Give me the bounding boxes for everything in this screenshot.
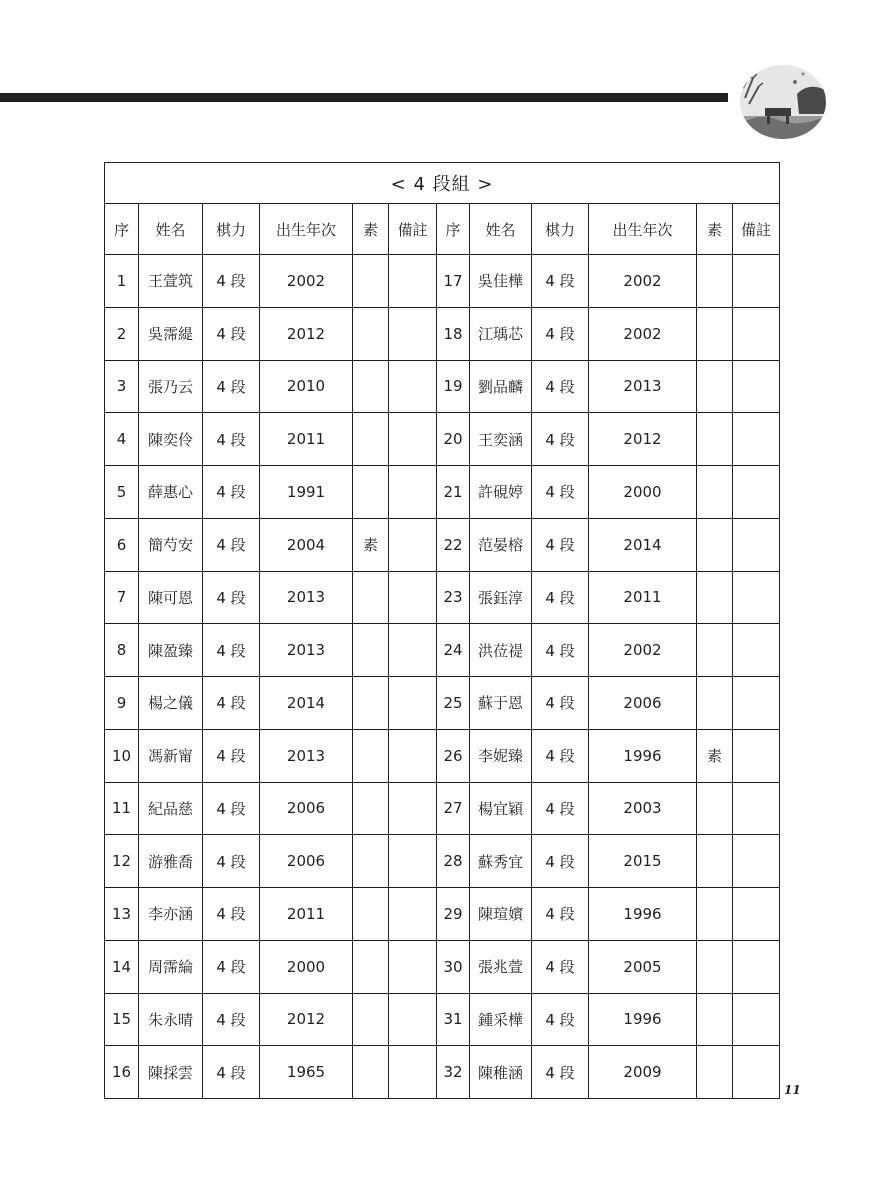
cell-rank: 4 段 <box>532 624 589 677</box>
cell-rank: 4 段 <box>532 782 589 835</box>
cell-name: 張鈺淳 <box>470 571 532 624</box>
cell-amateur <box>353 940 389 993</box>
cell-rank: 4 段 <box>532 729 589 782</box>
cell-seq: 20 <box>437 413 470 466</box>
cell-name: 鍾采樺 <box>470 993 532 1046</box>
cell-seq: 16 <box>105 1046 139 1099</box>
cell-amateur <box>697 307 733 360</box>
cell-rank: 4 段 <box>532 413 589 466</box>
header-rule <box>0 93 728 102</box>
page-number: 11 <box>784 1083 801 1097</box>
header-rank: 棋力 <box>203 204 260 255</box>
cell-rank: 4 段 <box>203 413 260 466</box>
cell-amateur <box>697 466 733 519</box>
cell-seq: 29 <box>437 888 470 941</box>
cell-birth-year: 1965 <box>260 1046 353 1099</box>
cell-name: 陳瑄嬪 <box>470 888 532 941</box>
cell-birth-year: 2012 <box>589 413 697 466</box>
cell-birth-year: 2006 <box>589 677 697 730</box>
header-birth-year: 出生年次 <box>589 204 697 255</box>
cell-seq: 28 <box>437 835 470 888</box>
cell-amateur <box>697 413 733 466</box>
cell-amateur: 素 <box>697 729 733 782</box>
cell-rank: 4 段 <box>203 835 260 888</box>
table-row <box>105 888 780 941</box>
dan-group-roster-table <box>104 162 780 1099</box>
cell-rank: 4 段 <box>203 940 260 993</box>
cell-rank: 4 段 <box>532 307 589 360</box>
table-row <box>105 518 780 571</box>
cell-name: 張乃云 <box>139 360 203 413</box>
cell-seq: 24 <box>437 624 470 677</box>
table-row <box>105 413 780 466</box>
cell-birth-year: 2013 <box>260 571 353 624</box>
header-remarks: 備註 <box>389 204 437 255</box>
cell-seq: 5 <box>105 466 139 519</box>
cell-remarks <box>389 413 437 466</box>
table-row <box>105 255 780 308</box>
cell-seq: 9 <box>105 677 139 730</box>
cell-amateur <box>353 835 389 888</box>
cell-seq: 18 <box>437 307 470 360</box>
header-birth-year: 出生年次 <box>260 204 353 255</box>
table-row <box>105 466 780 519</box>
cell-seq: 23 <box>437 571 470 624</box>
cell-remarks <box>389 993 437 1046</box>
cell-rank: 4 段 <box>532 1046 589 1099</box>
cell-birth-year: 2010 <box>260 360 353 413</box>
cell-seq: 7 <box>105 571 139 624</box>
cell-birth-year: 2015 <box>589 835 697 888</box>
cell-seq: 22 <box>437 518 470 571</box>
cell-remarks <box>733 940 780 993</box>
cell-birth-year: 2000 <box>589 466 697 519</box>
cell-birth-year: 2003 <box>589 782 697 835</box>
cell-rank: 4 段 <box>532 518 589 571</box>
cell-amateur <box>353 1046 389 1099</box>
cell-birth-year: 2006 <box>260 835 353 888</box>
table-row <box>105 782 780 835</box>
cell-seq: 15 <box>105 993 139 1046</box>
cell-remarks <box>389 729 437 782</box>
cell-remarks <box>389 624 437 677</box>
cell-birth-year: 2013 <box>260 729 353 782</box>
cell-name: 簡芍安 <box>139 518 203 571</box>
table-row <box>105 993 780 1046</box>
cell-birth-year: 2002 <box>260 255 353 308</box>
table-row <box>105 677 780 730</box>
table-header-row <box>105 204 780 255</box>
header-seq: 序 <box>105 204 139 255</box>
cell-amateur <box>697 1046 733 1099</box>
cell-birth-year: 2002 <box>589 255 697 308</box>
cell-seq: 12 <box>105 835 139 888</box>
cell-amateur <box>353 307 389 360</box>
header-name: 姓名 <box>139 204 203 255</box>
cell-rank: 4 段 <box>203 729 260 782</box>
cell-seq: 31 <box>437 993 470 1046</box>
cell-rank: 4 段 <box>203 677 260 730</box>
cell-remarks <box>733 466 780 519</box>
cell-remarks <box>389 1046 437 1099</box>
cell-rank: 4 段 <box>532 993 589 1046</box>
cell-amateur <box>697 993 733 1046</box>
cell-amateur <box>697 571 733 624</box>
cell-seq: 17 <box>437 255 470 308</box>
cell-birth-year: 1996 <box>589 888 697 941</box>
cell-amateur <box>697 888 733 941</box>
cell-rank: 4 段 <box>532 888 589 941</box>
cell-seq: 27 <box>437 782 470 835</box>
cell-remarks <box>733 993 780 1046</box>
cell-amateur <box>353 888 389 941</box>
cell-remarks <box>733 413 780 466</box>
cell-name: 吳霈緹 <box>139 307 203 360</box>
cell-birth-year: 2011 <box>260 888 353 941</box>
cell-amateur <box>697 360 733 413</box>
cell-remarks <box>389 518 437 571</box>
cell-remarks <box>733 307 780 360</box>
cell-remarks <box>733 782 780 835</box>
cell-birth-year: 2002 <box>589 307 697 360</box>
cell-name: 許硯婷 <box>470 466 532 519</box>
cell-amateur <box>353 993 389 1046</box>
cell-name: 吳佳樺 <box>470 255 532 308</box>
cell-seq: 30 <box>437 940 470 993</box>
cell-birth-year: 2013 <box>260 624 353 677</box>
cell-amateur <box>353 360 389 413</box>
cell-name: 范晏榕 <box>470 518 532 571</box>
table-row <box>105 940 780 993</box>
cell-amateur: 素 <box>353 518 389 571</box>
cell-remarks <box>733 360 780 413</box>
table-title-row <box>105 163 780 204</box>
go-game-scene-icon <box>739 64 827 140</box>
cell-rank: 4 段 <box>203 466 260 519</box>
table-row <box>105 360 780 413</box>
cell-birth-year: 2005 <box>589 940 697 993</box>
cell-rank: 4 段 <box>203 518 260 571</box>
cell-seq: 32 <box>437 1046 470 1099</box>
cell-remarks <box>389 466 437 519</box>
cell-remarks <box>389 571 437 624</box>
cell-seq: 14 <box>105 940 139 993</box>
cell-seq: 26 <box>437 729 470 782</box>
cell-name: 李亦涵 <box>139 888 203 941</box>
cell-remarks <box>389 677 437 730</box>
cell-amateur <box>353 782 389 835</box>
cell-birth-year: 2013 <box>589 360 697 413</box>
cell-rank: 4 段 <box>203 993 260 1046</box>
cell-name: 周霈綸 <box>139 940 203 993</box>
cell-remarks <box>733 1046 780 1099</box>
cell-name: 張兆萱 <box>470 940 532 993</box>
cell-amateur <box>697 940 733 993</box>
cell-birth-year: 2002 <box>589 624 697 677</box>
cell-seq: 21 <box>437 466 470 519</box>
cell-amateur <box>353 624 389 677</box>
cell-rank: 4 段 <box>203 255 260 308</box>
table-row <box>105 835 780 888</box>
cell-remarks <box>733 624 780 677</box>
cell-rank: 4 段 <box>203 307 260 360</box>
cell-remarks <box>389 782 437 835</box>
cell-birth-year: 2011 <box>260 413 353 466</box>
cell-remarks <box>733 518 780 571</box>
cell-rank: 4 段 <box>532 255 589 308</box>
cell-remarks <box>389 835 437 888</box>
cell-amateur <box>353 413 389 466</box>
cell-name: 薛惠心 <box>139 466 203 519</box>
cell-name: 蘇秀宜 <box>470 835 532 888</box>
cell-birth-year: 2014 <box>589 518 697 571</box>
cell-name: 游雅喬 <box>139 835 203 888</box>
cell-birth-year: 2000 <box>260 940 353 993</box>
cell-rank: 4 段 <box>203 624 260 677</box>
cell-seq: 3 <box>105 360 139 413</box>
cell-name: 劉品麟 <box>470 360 532 413</box>
cell-amateur <box>697 782 733 835</box>
cell-remarks <box>389 307 437 360</box>
cell-birth-year: 2012 <box>260 993 353 1046</box>
cell-seq: 8 <box>105 624 139 677</box>
cell-name: 陳採雲 <box>139 1046 203 1099</box>
cell-seq: 2 <box>105 307 139 360</box>
header-seq: 序 <box>437 204 470 255</box>
cell-seq: 4 <box>105 413 139 466</box>
cell-name: 王萱筑 <box>139 255 203 308</box>
table-row <box>105 729 780 782</box>
cell-name: 楊之儀 <box>139 677 203 730</box>
cell-name: 陳稚涵 <box>470 1046 532 1099</box>
cell-remarks <box>733 255 780 308</box>
cell-amateur <box>353 466 389 519</box>
cell-birth-year: 2009 <box>589 1046 697 1099</box>
cell-amateur <box>697 518 733 571</box>
cell-remarks <box>733 888 780 941</box>
cell-rank: 4 段 <box>532 835 589 888</box>
cell-seq: 19 <box>437 360 470 413</box>
cell-rank: 4 段 <box>203 571 260 624</box>
cell-name: 紀品慈 <box>139 782 203 835</box>
cell-birth-year: 1996 <box>589 993 697 1046</box>
cell-amateur <box>697 255 733 308</box>
header-remarks: 備註 <box>733 204 780 255</box>
cell-rank: 4 段 <box>203 782 260 835</box>
cell-name: 朱永晴 <box>139 993 203 1046</box>
header-rank: 棋力 <box>532 204 589 255</box>
cell-rank: 4 段 <box>203 888 260 941</box>
cell-name: 陳奕伶 <box>139 413 203 466</box>
cell-seq: 10 <box>105 729 139 782</box>
cell-rank: 4 段 <box>532 360 589 413</box>
table-row <box>105 1046 780 1099</box>
cell-name: 陳盈臻 <box>139 624 203 677</box>
cell-amateur <box>353 255 389 308</box>
cell-remarks <box>733 571 780 624</box>
cell-remarks <box>733 677 780 730</box>
table-row <box>105 307 780 360</box>
cell-name: 洪莅禔 <box>470 624 532 677</box>
cell-remarks <box>733 835 780 888</box>
cell-remarks <box>389 888 437 941</box>
cell-birth-year: 2014 <box>260 677 353 730</box>
cell-name: 江瑀芯 <box>470 307 532 360</box>
cell-birth-year: 2004 <box>260 518 353 571</box>
cell-seq: 6 <box>105 518 139 571</box>
table-row <box>105 571 780 624</box>
cell-amateur <box>697 835 733 888</box>
cell-amateur <box>353 729 389 782</box>
cell-rank: 4 段 <box>532 677 589 730</box>
cell-birth-year: 2011 <box>589 571 697 624</box>
cell-birth-year: 2012 <box>260 307 353 360</box>
cell-name: 李妮臻 <box>470 729 532 782</box>
cell-rank: 4 段 <box>532 571 589 624</box>
table-row <box>105 624 780 677</box>
cell-rank: 4 段 <box>203 360 260 413</box>
cell-name: 楊宜穎 <box>470 782 532 835</box>
cell-seq: 11 <box>105 782 139 835</box>
header-amateur: 素 <box>353 204 389 255</box>
cell-name: 陳可恩 <box>139 571 203 624</box>
cell-amateur <box>353 571 389 624</box>
cell-amateur <box>353 677 389 730</box>
cell-seq: 25 <box>437 677 470 730</box>
cell-name: 蘇于恩 <box>470 677 532 730</box>
cell-amateur <box>697 624 733 677</box>
cell-birth-year: 2006 <box>260 782 353 835</box>
cell-birth-year: 1996 <box>589 729 697 782</box>
cell-name: 馮新甯 <box>139 729 203 782</box>
cell-seq: 13 <box>105 888 139 941</box>
cell-amateur <box>697 677 733 730</box>
cell-rank: 4 段 <box>532 940 589 993</box>
cell-seq: 1 <box>105 255 139 308</box>
cell-rank: 4 段 <box>532 466 589 519</box>
cell-remarks <box>389 940 437 993</box>
table-title: < 4 段組 > <box>105 163 780 204</box>
cell-remarks <box>733 729 780 782</box>
header-amateur: 素 <box>697 204 733 255</box>
cell-remarks <box>389 255 437 308</box>
header-name: 姓名 <box>470 204 532 255</box>
cell-name: 王奕涵 <box>470 413 532 466</box>
cell-birth-year: 1991 <box>260 466 353 519</box>
cell-remarks <box>389 360 437 413</box>
cell-rank: 4 段 <box>203 1046 260 1099</box>
